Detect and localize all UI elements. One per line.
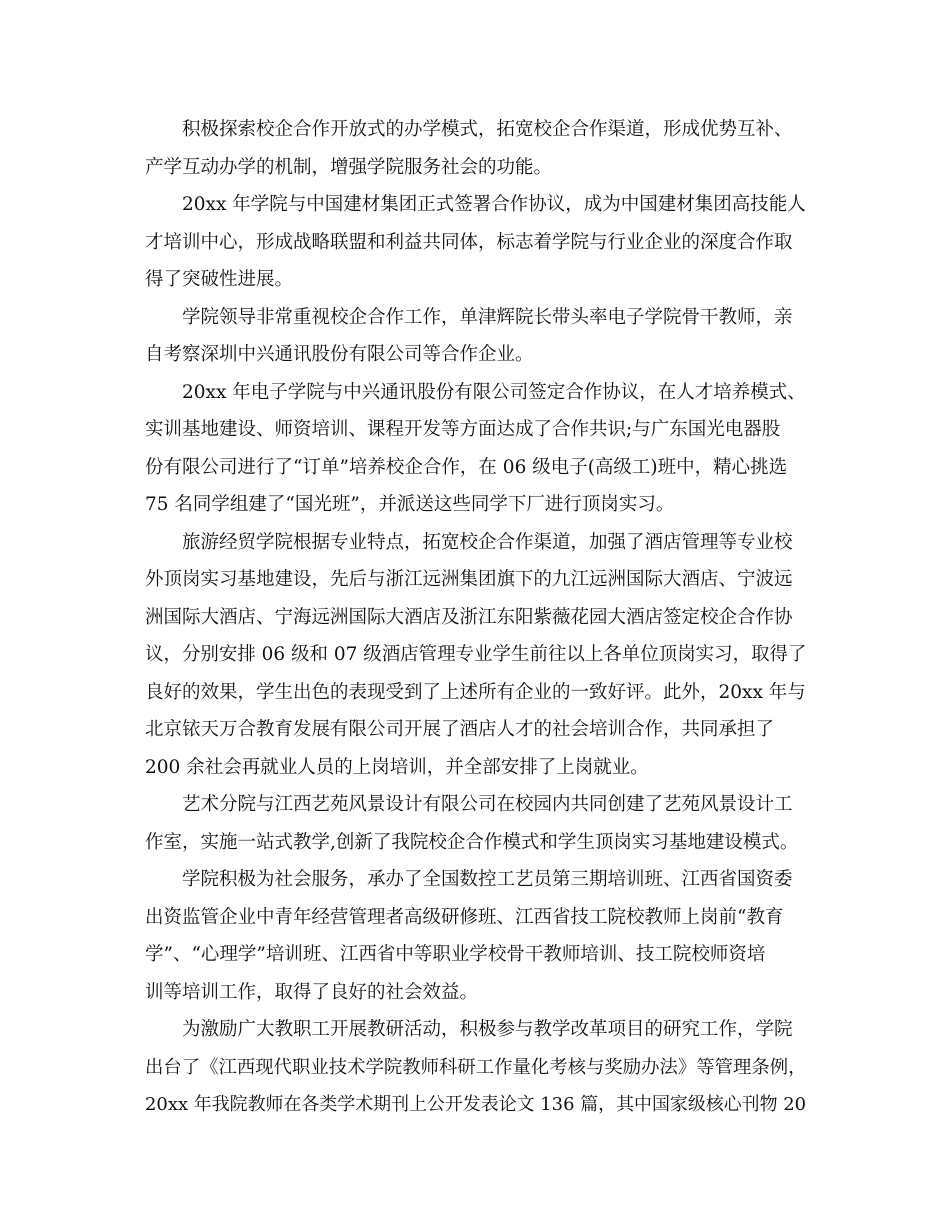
- text-line: 学院积极为社会服务，承办了全国数控工艺员第三期培训班、江西省国资委: [182, 869, 793, 890]
- text-line: 才培训中心，形成战略联盟和利益共同体，标志着学院与行业企业的深度合作取: [145, 231, 793, 253]
- text-line: 实训基地建设、师资培训、课程开发等方面达成了合作共识;与广东国光电器股: [145, 419, 781, 440]
- paragraph-art-college: [145, 786, 807, 861]
- text-line: 北京铱天万合教育发展有限公司开展了酒店人才的社会培训合作，共同承担了: [145, 719, 775, 740]
- text-line: 75 名同学组建了“国光班”，并派送这些同学下厂进行顶岗实习。: [145, 494, 675, 515]
- text-line: 得了突破性进展。: [145, 269, 294, 290]
- text-line: 20xx 年电子学院与中兴通讯股份有限公司签定合作协议，在人才培养模式、: [182, 381, 806, 403]
- text-line: 20xx 年学院与中国建材集团正式签署合作协议，成为中国建材集团高技能人: [182, 194, 806, 215]
- text-line: 出资监管企业中青年经营管理者高级研修班、江西省技工院校教师上岗前“教育: [145, 906, 784, 928]
- paragraph-research: [145, 1011, 807, 1124]
- paragraph-building-materials-group: [145, 186, 807, 299]
- text-line: 出台了《江西现代职业技术学院教师科研工作量化考核与奖励办法》等管理条例，: [145, 1056, 807, 1078]
- text-line: 艺术分院与江西艺苑风景设计有限公司在校园内共同创建了艺苑风景设计工: [182, 794, 793, 815]
- text-line: 议，分别安排 06 级和 07 级酒店管理专业学生前往以上各单位顶岗实习，取得了: [145, 644, 807, 665]
- paragraph-social-service: [145, 861, 807, 1011]
- text-line: 训等培训工作，取得了良好的社会效益。: [145, 981, 479, 1003]
- paragraph-school-enterprise-model: [145, 111, 807, 186]
- text-line: 良好的效果，学生出色的表现受到了上述所有企业的一致好评。此外，20xx 年与: [145, 681, 806, 703]
- document-body: [145, 111, 807, 1124]
- text-line: 学院领导非常重视校企合作工作，单津辉院长带头率电子学院骨干教师，亲: [182, 306, 793, 328]
- text-line: 外顶岗实习基地建设，先后与浙江远洲集团旗下的九江远洲国际大酒店、宁波远: [145, 569, 793, 590]
- text-line: 学”、“心理学”培训班、江西省中等职业学校骨干教师培训、技工院校师资培: [145, 944, 766, 965]
- paragraph-tourism-college: [145, 524, 807, 787]
- text-line: 洲国际大酒店、宁海远洲国际大酒店及浙江东阳紫薇花园大酒店签定校企合作协: [145, 606, 793, 628]
- text-line: 自考察深圳中兴通讯股份有限公司等合作企业。: [145, 344, 534, 365]
- paragraph-electronics-college: [145, 374, 807, 524]
- text-line: 积极探索校企合作开放式的办学模式，拓宽校企合作渠道，形成优势互补、: [182, 119, 793, 140]
- text-line: 产学互动办学的机制，增强学院服务社会的功能。: [145, 156, 553, 178]
- text-line: 作室，实施一站式教学,创新了我院校企合作模式和学生顶岗实习基地建设模式。: [145, 831, 799, 853]
- text-line: 为激励广大教职工开展教研活动，积极参与教学改革项目的研究工作，学院: [182, 1019, 793, 1040]
- text-line: 20xx 年我院教师在各类学术期刊上公开发表论文 136 篇，其中国家级核心刊物 20: [145, 1094, 807, 1115]
- paragraph-leadership: [145, 299, 807, 374]
- text-line: 旅游经贸学院根据专业特点，拓宽校企合作渠道，加强了酒店管理等专业校: [182, 531, 793, 553]
- text-line: 200 余社会再就业人员的上岗培训，并全部安排了上岗就业。: [145, 756, 649, 778]
- text-line: 份有限公司进行了“订单”培养校企合作，在 06 级电子(高级工)班中，精心挑选: [145, 456, 788, 478]
